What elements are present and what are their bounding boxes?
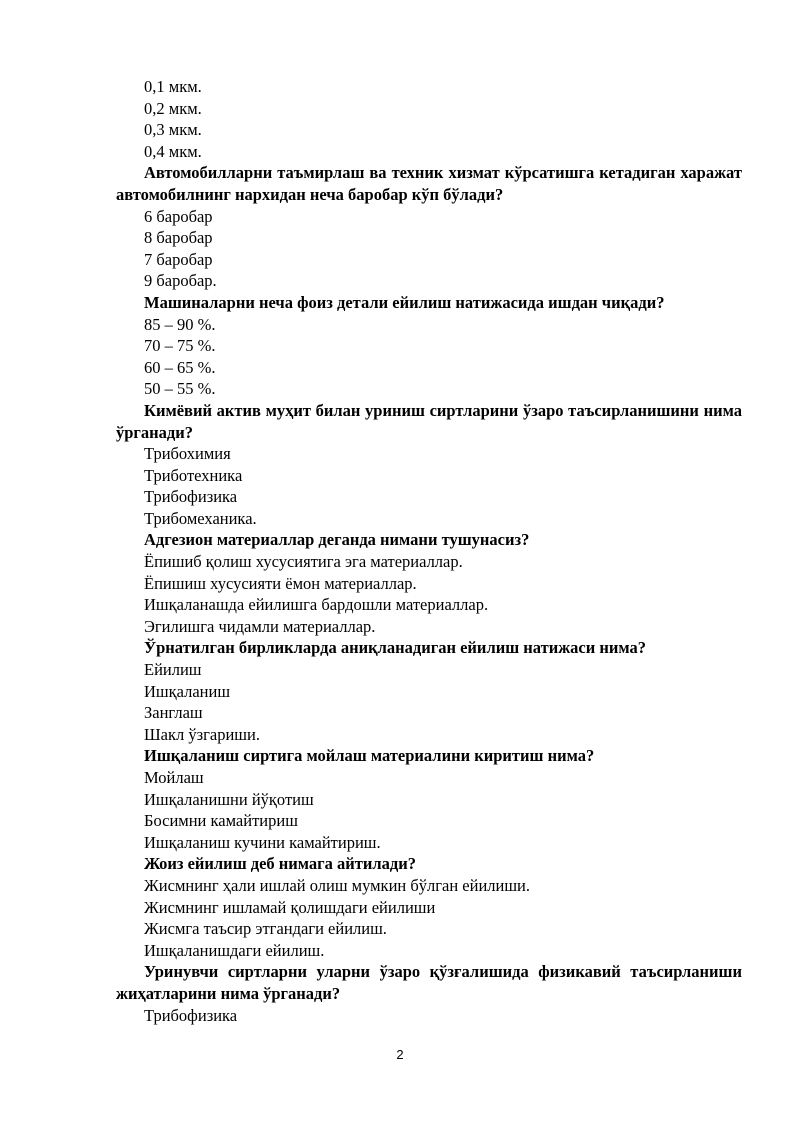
question-text: Ишқаланиш сиртига мойлаш материалини киритиш нима? xyxy=(144,746,595,766)
option-text: Трибохимия xyxy=(144,444,231,464)
document-content xyxy=(116,76,742,1026)
option-text: Ишқаланашда ейилишга бардошли материаллар. xyxy=(144,595,489,615)
question-block xyxy=(116,529,742,637)
option-text: Жисмга таъсир этгандаги ейилиш. xyxy=(144,919,387,939)
option-text: Босимни камайтириш xyxy=(144,811,298,831)
initial-options xyxy=(116,76,742,162)
option-text: 7 баробар xyxy=(144,249,213,269)
option-text: Ишқаланиш кучини камайтириш. xyxy=(144,832,381,852)
option-text: 50 – 55 %. xyxy=(144,379,216,399)
question-text: Кимёвий актив муҳит билан уриниш сиртларини ўзаро таъсирланишини нима ўрганади? xyxy=(116,400,742,442)
option-text: Ишқаланишдаги ейилиш. xyxy=(144,940,325,960)
option-text: Занглаш xyxy=(144,703,203,723)
question-block xyxy=(116,853,742,961)
option-text: Ишқаланиш xyxy=(144,681,231,701)
option-text: Трибофизика xyxy=(144,487,238,507)
option-text: Эгилишга чидамли материаллар. xyxy=(144,616,376,636)
question-block xyxy=(116,162,742,292)
option-text: Триботехника xyxy=(144,465,243,485)
option-text: 6 баробар xyxy=(144,206,213,226)
option-text: 0,4 мкм. xyxy=(144,141,202,161)
question-text: Автомобилларни таъмирлаш ва техник хизмат кўрсатишга кетадиган харажат автомобилнинг нархидан неча баробар кўп бўлади? xyxy=(116,163,742,204)
option-text: Ёпишиш хусусияти ёмон материаллар. xyxy=(144,573,417,593)
page-number: 2 xyxy=(396,1047,404,1062)
question-block xyxy=(116,637,742,745)
question-block xyxy=(116,400,742,530)
question-block xyxy=(116,745,742,853)
question-block xyxy=(116,961,742,1026)
option-text: 0,2 мкм. xyxy=(144,98,202,118)
option-text: 0,3 мкм. xyxy=(144,120,202,140)
option-text: 0,1 мкм. xyxy=(144,77,202,96)
option-text: 9 баробар. xyxy=(144,271,217,291)
option-text: 8 баробар xyxy=(144,228,213,248)
question-block xyxy=(116,292,742,400)
option-text: Шакл ўзгариши. xyxy=(144,724,260,744)
option-text: Ишқаланишни йўқотиш xyxy=(144,789,314,809)
option-text: 85 – 90 %. xyxy=(144,314,216,334)
option-text: Мойлаш xyxy=(144,768,204,787)
option-text: Жисмнинг ҳали ишлай олиш мумкин бўлган ейилиши. xyxy=(144,875,530,895)
option-text: Жисмнинг ишламай қолишдаги ейилиши xyxy=(144,897,436,917)
option-text: Трибомеханика. xyxy=(144,508,257,528)
question-text: Жоиз ейилиш деб нимага айтилади? xyxy=(144,854,417,874)
question-text: Адгезион материаллар деганда нимани тушунасиз? xyxy=(144,530,530,550)
question-text: Ўрнатилган бирликларда аниқланадиган ейилиш натижаси нима? xyxy=(144,638,647,658)
question-text: Машиналарни неча фоиз детали ейилиш натижасида ишдан чиқади? xyxy=(144,292,665,312)
option-text: Ейилиш xyxy=(144,660,202,680)
option-text: 60 – 65 %. xyxy=(144,357,216,377)
option-text: 70 – 75 %. xyxy=(144,336,216,356)
option-text: Ёпишиб қолиш хусусиятига эга материаллар. xyxy=(144,552,463,572)
question-text: Уринувчи сиртларни уларни ўзаро қўзғалишида физикавий таъсирланиши жиҳатларини нима ўрганади? xyxy=(116,962,742,1003)
option-text: Трибофизика xyxy=(144,1005,238,1025)
